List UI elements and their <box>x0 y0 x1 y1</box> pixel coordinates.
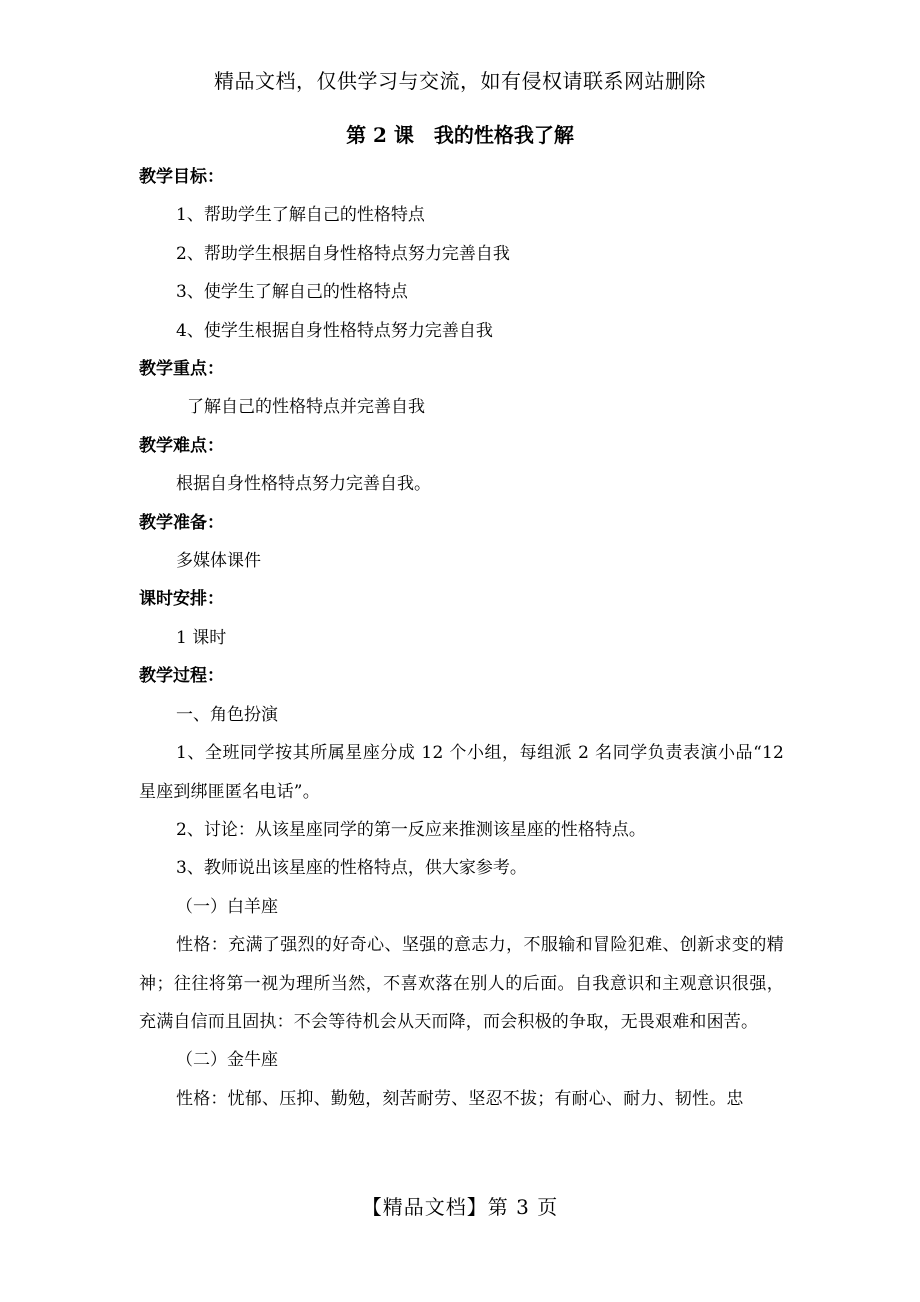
goal-item: 3、使学生了解自己的性格特点 <box>176 282 408 303</box>
key-point-heading: 教学重点： <box>139 359 224 380</box>
lesson-title: 第 2 课 我的性格我了解 <box>346 123 574 147</box>
preparation-heading: 教学准备： <box>139 512 224 533</box>
preparation-text: 多媒体课件 <box>176 551 261 572</box>
process-heading: 教学过程： <box>139 666 224 687</box>
schedule-heading: 课时安排： <box>139 589 224 610</box>
lesson-content <box>139 158 784 1118</box>
process-step: 1、全班同学按其所属星座分成 12 个小组，每组派 2 名同学负责表演小品“12 星座到绑匪匿名电话”。 <box>139 743 784 802</box>
process-step: 3、教师说出该星座的性格特点，供大家参考。 <box>176 858 527 879</box>
goals-heading: 教学目标： <box>139 167 224 187</box>
zodiac-sign-description: 性格：忧郁、压抑、勤勉，刻苦耐劳、坚忍不拔；有耐心、耐力、韧性。忠 <box>176 1088 744 1109</box>
key-point-text: 了解自己的性格特点并完善自我 <box>187 397 425 418</box>
difficulty-text: 根据自身性格特点努力完善自我。 <box>176 474 431 495</box>
page-header: 精品文档，仅供学习与交流，如有侵权请联系网站删除 <box>214 69 706 93</box>
zodiac-sign-name: （二）金牛座 <box>176 1050 278 1071</box>
process-section-title: 一、角色扮演 <box>176 704 278 725</box>
goal-item: 1、帮助学生了解自己的性格特点 <box>176 205 425 226</box>
zodiac-sign-description: 性格：充满了强烈的好奇心、坚强的意志力，不服输和冒险犯难、创新求变的精神；往往将第一视为理所当然，不喜欢落在别人的后面。自我意识和主观意识很强，充满自信而且固执：不会等待机会从天而降，而会积极的争取，无畏艰难和困苦。 <box>139 935 784 1032</box>
page-footer: 【精品文档】第 3 页 <box>361 1195 559 1219</box>
process-step: 2、讨论：从该星座同学的第一反应来推测该星座的性格特点。 <box>176 819 646 840</box>
zodiac-sign-name: （一）白羊座 <box>176 896 278 917</box>
schedule-text: 1 课时 <box>176 627 227 648</box>
goal-item: 4、使学生根据自身性格特点努力完善自我 <box>176 320 493 341</box>
difficulty-heading: 教学难点： <box>139 435 224 456</box>
goal-item: 2、帮助学生根据自身性格特点努力完善自我 <box>176 243 510 264</box>
